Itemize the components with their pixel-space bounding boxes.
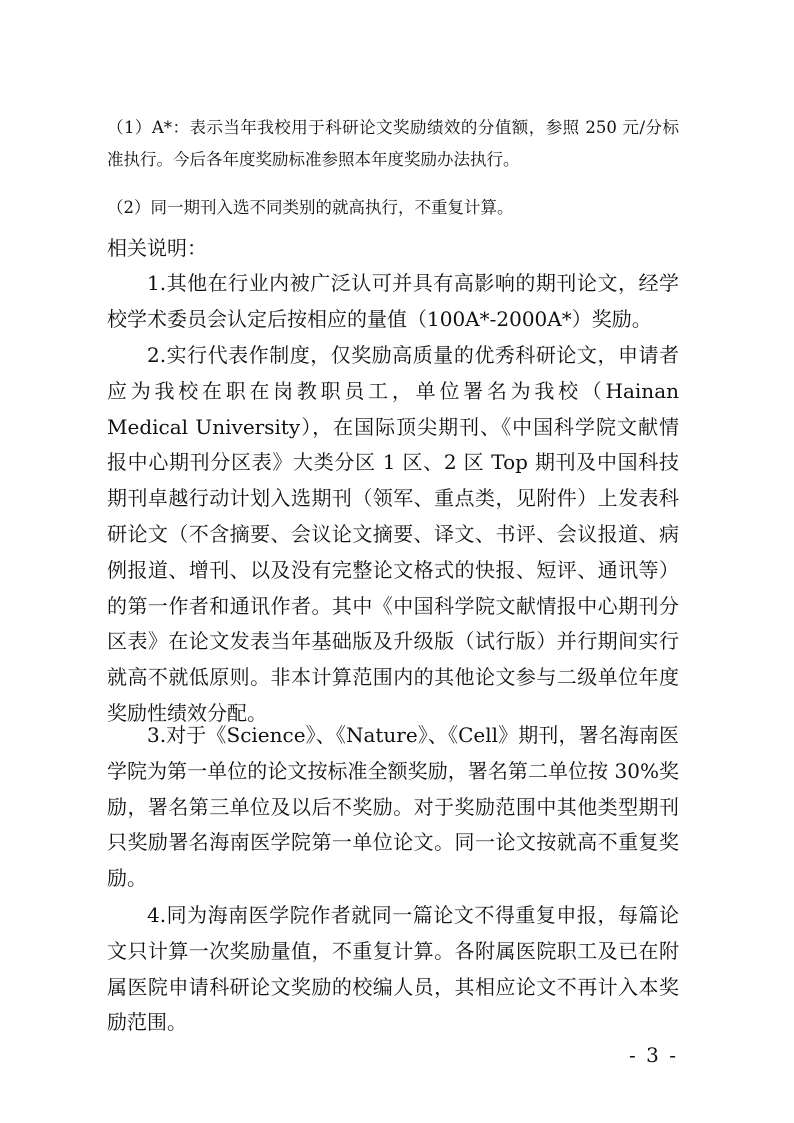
- item-4: 4.同为海南医学院作者就同一篇论文不得重复申报，每篇论文只计算一次奖励量值，不重复计算。各附属医院职工及已在附属医院申请科研论文奖励的校编人员，其相应论文不再计入本奖励范围。: [107, 903, 679, 1035]
- page-number: - 3 -: [629, 1043, 678, 1067]
- item-1: 1.其他在行业内被广泛认可并具有高影响的期刊论文，经学校学术委员会认定后按相应的量值（100A*-2000A*）奖励。: [107, 271, 679, 331]
- note-1: （1）A*：表示当年我校用于科研论文奖励绩效的分值额，参照 250 元/分标准执行。今后各年度奖励标准参照本年度奖励办法执行。: [107, 118, 679, 169]
- item-3: 3.对于《Science》、《Nature》、《Cell》期刊，署名海南医学院为第一单位的论文按标准全额奖励，署名第二单位按 30%奖励，署名第三单位及以后不奖励。对于奖励范围中其他类型期刊只奖励署名海南医学院第一单位论文。同一论文按就高不重复奖励。: [107, 723, 679, 891]
- item-2: 2.实行代表作制度，仅奖励高质量的优秀科研论文，申请者应为我校在职在岗教职员工，单位署名为我校（Hainan Medical University），在国际顶尖期刊、《中国科学院文献情报中心期刊分区表》大类分区 1 区、2 区 Top 期刊及中国科技期刊卓越行动计划入选期刊（领军、重点类，见附件）上发表科研论文（不含摘要、会议论文摘要、译文、书评、会议报道、病例报道、增刊、以及没有完整论文格式的快报、短评、通讯等）的第一作者和通讯作者。其中《中国科学院文献情报中心期刊分区表》在论文发表当年基础版及升级版（试行版）并行期间实行就高不就低原则。非本计算范围内的其他论文参与二级单位年度奖励性绩效分配。: [107, 343, 679, 725]
- note-2: （2）同一期刊入选不同类别的就高执行，不重复计算。: [107, 198, 514, 217]
- section-heading: 相关说明：: [107, 236, 207, 260]
